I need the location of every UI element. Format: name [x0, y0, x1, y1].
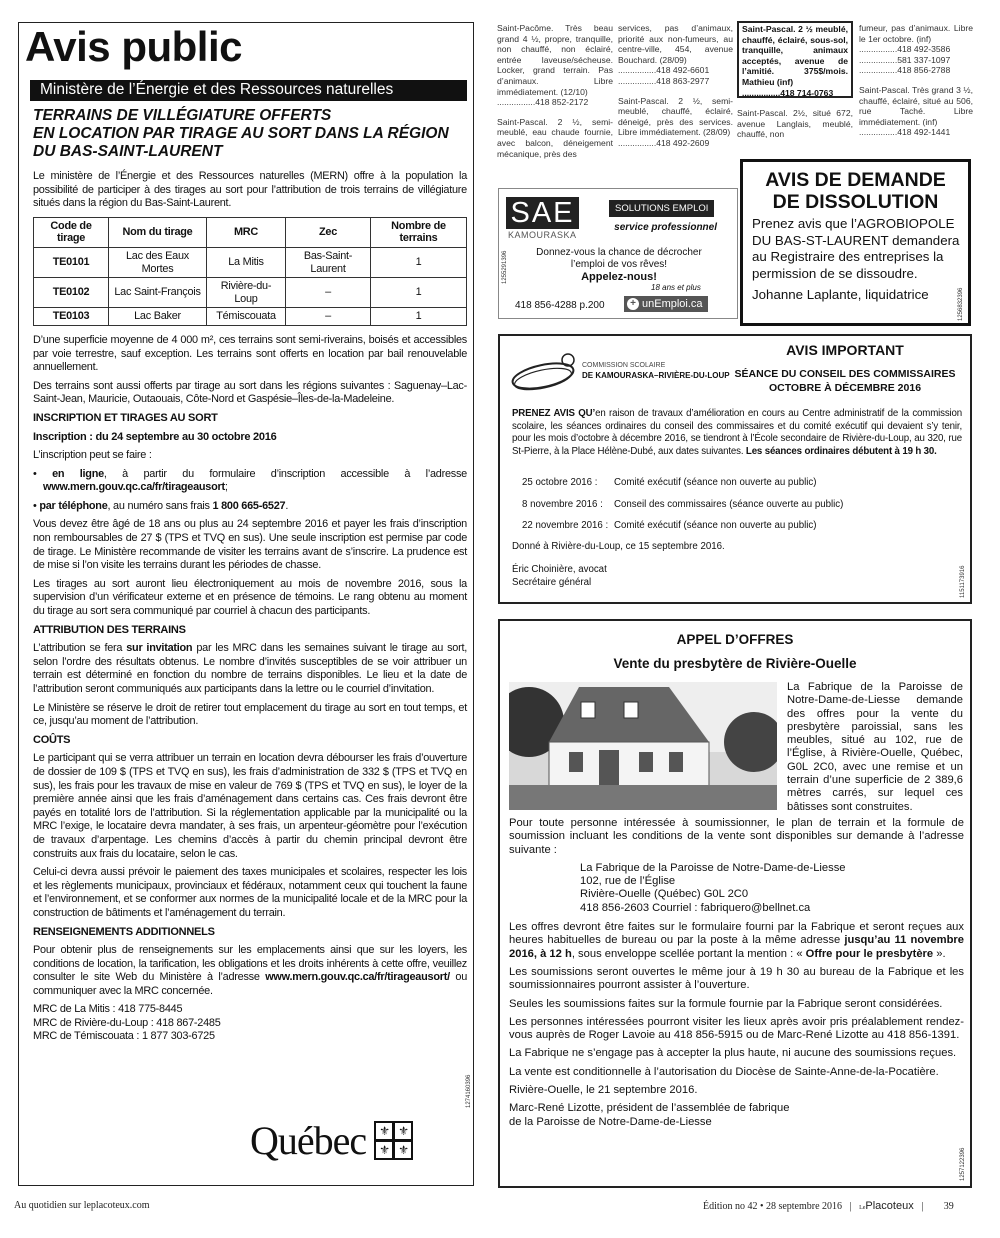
classified-text: Saint-Pascal. 2½, situé 672, avenue Langlais, meublé, chauffé, non — [737, 108, 853, 140]
classified-text: Saint-Pacôme. Très beau grand 4 ½, propre, tranquille, non chauffé, non éclairé, entrée laveuse/sécheuse. Locker, grand terrain. Pas d’animaux. Libre immédiatement. (12/10) — [497, 23, 613, 97]
paragraph — [33, 944, 467, 998]
sae-site: unEmploi.ca — [642, 298, 703, 310]
signatory: Éric Choinière, avocat — [512, 564, 607, 575]
sae-cta: Appelez-nous! — [581, 271, 657, 283]
signatory-title: Secrétaire général — [512, 576, 592, 588]
text-segment: , sous enveloppe scellée portant la mention : « — [571, 947, 806, 960]
table-cell: Lac des Eaux Mortes — [109, 247, 207, 277]
text-segment: ou communiquer avec la MRC concernée. — [33, 971, 467, 997]
table-cell: 1 — [371, 247, 467, 277]
paragraph: La vente est conditionnelle à l’autorisation du Diocèse de Sainte-Anne-de-la-Pocatière. — [509, 1065, 939, 1078]
section-heading: INSCRIPTION ET TIRAGES AU SORT — [33, 411, 218, 424]
sae-logo-sub: KAMOURASKA — [508, 230, 577, 240]
paragraph: Le participant qui se verra attribuer un terrain en location devra débourser les frais d’ouverture de dossier de 109 $ (TPS et TVQ en sus), les frais d’administration de 332 $ (TPS et TVQ en sus), les frais pour les travaux de mise en valeur de 769 $ (TPS et TVQ en sus), le loyer de la première année ainsi que les frais d’aménagement dans certains cas. Ces frais devront être payés en totalité lors de l’attribution. Si la réglementation applicable par la municipalité ou la MRC l’exige, le locataire devra mandater, à ses frais, un arpenteur-géomètre pour l’exécution de travaux d’arpentage. Les chemins d’accès à partir du chemin principal devront être construits aux frais du locataire, selon le cas. — [33, 752, 467, 860]
ad-code: 1256832396 — [958, 287, 964, 321]
meeting-description: Conseil des commissaires (séance ouverte au public) — [614, 498, 844, 510]
table-row — [34, 308, 467, 326]
sae-logo: SAE — [506, 197, 579, 229]
sae-tag: SOLUTIONS EMPLOI — [609, 200, 714, 217]
classified-phone: ................418 863-2977 — [618, 75, 710, 86]
address-line: 102, rue de l’Église — [580, 875, 676, 888]
bold-text: PRENEZ AVIS QU’ — [512, 408, 596, 419]
text-segment: L’attribution se fera — [33, 642, 127, 655]
headline-line: DU BAS-SAINT-LAURENT — [33, 143, 223, 160]
dissolution-signature: Johanne Laplante, liquidatrice — [752, 287, 929, 302]
dissolution-body: Prenez avis que l’AGROBIOPOLE DU BAS-ST-LAURENT demandera au Registraire des entreprises la permission de se dissoudre. — [752, 216, 960, 281]
classified-ad — [618, 23, 733, 87]
table-cell: 1 — [371, 308, 467, 326]
classified-ad — [497, 117, 613, 159]
paragraph: La Fabrique ne s’engage pas à accepter la plus haute, ni aucune des soumissions reçues. — [509, 1047, 957, 1060]
classified-text: Saint-Pascal. 2 ½, semi-meublé, chauffé, éclairé, déneigé, près des services. Libre immédiatement. (28/09) — [618, 95, 733, 138]
classified-phone: ................418 492-2609 — [618, 137, 710, 148]
paragraph: L’inscription peut se faire : — [33, 449, 152, 462]
table-cell: TE0102 — [34, 278, 109, 308]
sae-line: Donnez-vous la chance de décrocher — [536, 247, 702, 258]
table-row — [34, 278, 467, 308]
ad-code: 1257122396 — [960, 1147, 966, 1181]
classified-text: services, pas d’animaux, priorité aux non-fumeurs, au centre-ville, 454, avenue Bouchard. (28/09) — [618, 23, 733, 65]
table-cell: TE0103 — [34, 308, 109, 326]
table-cell: 1 — [371, 278, 467, 308]
table-cell: TE0101 — [34, 247, 109, 277]
classified-phone: ................418 852-2172 — [497, 97, 589, 108]
column-header: Nombre de terrains — [371, 217, 467, 247]
bullet-phone — [33, 500, 467, 514]
paragraph: Pour toute personne intéressée à soumissionner, le plan de terrain et la formule de soumission incluant les conditions de la vente sont disponibles sur demande à l’adresse suivante : — [509, 817, 964, 856]
sae-phone: 418 856-4288 p.200 — [515, 300, 605, 311]
given-date: Donné à Rivière-du-Loup, ce 15 septembre 2016. — [512, 541, 725, 552]
notice-headline — [33, 107, 463, 161]
paragraph: Celui-ci devra aussi prévoir le paiement des taxes municipales et scolaires, respecter les lois et les règlements municipaux, provinciaux et fédéraux, notamment ceux qui touchent la faune et l’environnement, et se conformer aux normes de la municipalité locale et de la MRC pour la construction de bâtiments et l’aménagement du terrain. — [33, 866, 467, 919]
headline-line: EN LOCATION PAR TIRAGE AU SORT DANS LA RÉGION — [33, 125, 449, 142]
text-segment: , au numéro sans frais — [107, 499, 213, 512]
table-cell: Bas-Saint-Laurent — [286, 247, 371, 277]
paragraph — [509, 921, 964, 961]
table-body — [34, 247, 467, 325]
column-header: Nom du tirage — [109, 217, 207, 247]
footer-website[interactable]: Au quotidien sur leplacoteux.com — [14, 1200, 150, 1211]
dissolution-notice — [740, 159, 971, 326]
classified-ad — [859, 23, 973, 76]
text-segment: en raison de travaux d’amélioration en cours au Centre administratif de la commission scolaire, les séances ordinaires du conseil des commissaires et du comité exécutif qui devaient s’y tenir, pour les mois d’octobre à décembre 2016, se tiendront à l’École secondaire de Rivière-du-Loup, au 320, rue St-Pierre, à la Place Hélène-Dubé, aux dates suivantes. — [512, 408, 962, 458]
presbytere-photo — [509, 682, 777, 810]
org-name: COMMISSION SCOLAIRE — [582, 362, 666, 369]
bold-text: 1 800 665-6527 — [212, 499, 286, 512]
appel-offres-notice — [498, 619, 972, 1188]
table-header-row — [34, 217, 467, 247]
bold-text: sur invitation — [126, 642, 193, 655]
edition-info: Édition no 42 • 28 septembre 2016 — [703, 1201, 843, 1212]
sae-service: service professionnel — [614, 222, 717, 233]
text-segment: . — [285, 499, 289, 512]
signatory: Marc-René Lizotte, président de l’assemblée de fabrique — [509, 1102, 790, 1115]
paragraph — [33, 642, 467, 696]
ad-code: 1255291396 — [502, 250, 508, 284]
ad-code: 1274160396 — [466, 1074, 472, 1108]
column-header: Zec — [286, 217, 371, 247]
text-segment: , à partir du formulaire d’inscription accessible à l’adresse — [103, 467, 467, 480]
text-segment: Pour obtenir plus de renseignements sur les emplacements ainsi que sur les loyers, les conditions de location, la tarification, les obligations et les droits inhérents à cette offre, veuillez consulter le site Web du Ministère à l’adresse — [33, 944, 467, 984]
inscription-dates: Inscription : du 24 septembre au 30 octobre 2016 — [33, 430, 277, 443]
commission-subtitle: SÉANCE DU CONSEIL DES COMMISSAIRES — [734, 368, 956, 380]
classifieds-col-2 — [618, 23, 733, 158]
bold-text: Offre pour le presbytère — [805, 947, 934, 960]
bold-text: Les séances ordinaires débutent à 19 h 30. — [745, 446, 937, 458]
meeting-description: Comité exécutif (séance non ouverte au public) — [614, 520, 817, 531]
quebec-logo — [250, 1117, 413, 1164]
classified-ad — [859, 85, 973, 138]
table-cell: La Mitis — [206, 247, 285, 277]
meeting-date: 25 octobre 2016 : — [522, 477, 598, 488]
commission-scolaire-logo-icon — [510, 350, 580, 392]
bold-text: jusqu’au 11 novembre 2016, à 12 h — [509, 934, 964, 960]
appel-title: APPEL D’OFFRES — [676, 632, 794, 647]
logo-wordmark: Québec — [250, 1118, 367, 1163]
text-segment: Les offres devront être faites sur le formulaire fourni par la Fabrique et seront reçues aux heures habituelles de bureau ou par la poste à la même adresse — [509, 921, 964, 947]
classified-phone: ................418 492-6601 — [618, 65, 710, 76]
classified-text: fumeur, pas d’animaux. Libre le 1er octobre. (inf) — [859, 23, 973, 44]
meeting-dates — [522, 472, 843, 537]
paragraph: Vous devez être âgé de 18 ans ou plus au 24 septembre 2016 et payer les frais d’inscription non remboursables de 27 $ (TPS et TVQ en sus). Une seule inscription est permise par code de tirage. Le Ministère recommande de visiter les terrains avant de s’inscrire. La prudence est de mise si l’on visite les terrains durant les périodes de chasse. — [33, 518, 467, 572]
brand-name: Placoteux — [865, 1200, 914, 1212]
classified-phone: ................418 492-1441 — [859, 127, 951, 138]
paragraph: D’une superficie moyenne de 4 000 m², ces terrains sont semi-riverains, boisés et accessibles par voie terrestre, sauf exception. Les terrains sont offerts en location par bail renouvelable annuellement. — [33, 333, 467, 374]
headline-line: TERRAINS DE VILLÉGIATURE OFFERTS — [33, 107, 332, 124]
text-segment: ». — [933, 947, 946, 960]
page-number: 39 — [943, 1201, 954, 1212]
table-cell: Témiscouata — [206, 308, 285, 326]
tirage-table — [33, 217, 467, 326]
paragraph: Les personnes intéressées pourront visiter les lieux après avoir pris préalablement rendez-vous auprès de Roger Lavoie au 418 856-5915 ou de Marc-René Lizotte au 418 856-1391. — [509, 1015, 964, 1042]
dissolution-title: AVIS DE DEMANDE — [765, 169, 946, 191]
dissolution-title: DE DISSOLUTION — [772, 191, 939, 213]
mrc-contact: MRC de Rivière-du-Loup : 418 867-2485 — [33, 1016, 221, 1029]
classifieds-col-4 — [859, 23, 973, 147]
table-cell: – — [286, 308, 371, 326]
column-header: MRC — [206, 217, 285, 247]
classified-phone: ................418 714-0763 — [742, 87, 834, 98]
paragraph: Les tirages au sort auront lieu électroniquement au mois de novembre 2016, sous la supervision d’un vérificateur externe et en présence de témoins. Le rang obtenu au moment du tirage au sort sera communiqué par courriel à chacun des participants. — [33, 577, 467, 618]
column-header: Code de tirage — [34, 217, 109, 247]
meeting-date-row — [522, 515, 843, 537]
unemploi-link[interactable] — [624, 296, 708, 312]
text-segment: ; — [224, 481, 228, 494]
brand-prefix: Le — [859, 1205, 866, 1211]
mrc-contacts — [33, 1003, 467, 1044]
table-cell: Rivière-du-Loup — [206, 278, 285, 308]
paragraph: Le Ministère se réserve le droit de retirer tout emplacement du tirage au sort en tout temps, et ce, jusqu’au moment de l’attribution. — [33, 701, 467, 728]
classified-text: Saint-Pascal. Très grand 3 ½, chauffé, éclairé, situé au 506, rue Taché. Libre immédiatement. (inf) — [859, 84, 973, 127]
ministry-band: Ministère de l’Énergie et des Ressources naturelles — [30, 80, 467, 101]
table-cell: Lac Saint-François — [109, 278, 207, 308]
meeting-date-row — [522, 472, 843, 494]
section-heading: COÛTS — [33, 733, 71, 746]
bold-text: en ligne — [52, 467, 104, 480]
sae-kamouraska-ad — [498, 188, 738, 319]
notice-body — [33, 170, 467, 1044]
public-notice-mern — [18, 22, 474, 1186]
bold-text: www.mern.gouv.qc.ca/fr/tirageausort — [43, 481, 225, 494]
section-heading: ATTRIBUTION DES TERRAINS — [33, 623, 186, 636]
table-row — [34, 247, 467, 277]
sae-age: 18 ans et plus — [651, 283, 701, 292]
classified-ad — [618, 96, 733, 149]
meeting-date: 8 novembre 2016 : — [522, 498, 603, 510]
footer-edition-block: Édition no 42 • 28 septembre 2016 | LePlacoteux | 39 — [703, 1200, 954, 1212]
appel-description: La Fabrique de la Paroisse de Notre-Dame-de-Liesse demande des offres pour la vente du presbytère paroissial, sans les meubles, situé au 102, rue de l’Église, à Rivière-Ouelle, Québec, G0L 2C0, avec une remise et un terrain d’une superficie de 2 389,6 mètres carrés, sur lequel ces bâtisses sont construites. — [787, 681, 963, 813]
notice-title: Avis public — [25, 23, 242, 70]
meeting-date: 22 novembre 2016 : — [522, 520, 609, 531]
classified-ad — [497, 23, 613, 108]
meeting-description: Comité exécutif (séance non ouverte au public) — [614, 477, 817, 488]
paragraph: Les soumissions seront ouvertes le même jour à 19 h 30 au bureau de la Fabrique et les soumissionnaires pourront assister à l’ouverture. — [509, 965, 964, 992]
classified-boxed — [737, 21, 853, 98]
meeting-date-row — [522, 494, 843, 516]
text-segment: • — [33, 467, 53, 480]
classified-text: Saint-Pascal. 2 ½ meublé, chauffé, éclairé, sous-sol, tranquille, animaux acceptés, avenue de l’amitié. 375$/mois. Mathieu (inf) — [742, 24, 848, 87]
commission-title: AVIS IMPORTANT — [786, 342, 904, 358]
paragraph: Des terrains sont aussi offerts par tirage au sort dans les régions suivantes : Saguenay–Lac-Saint-Jean, Mauricie, Outaouais, Côte-Nord et Gaspésie–Îles-de-la-Madeleine. — [33, 379, 467, 406]
text-segment: • — [33, 499, 40, 512]
classified-phone: ................581 337-1097 — [859, 54, 951, 65]
address-line: Rivière-Ouelle (Québec) G0L 2C0 — [580, 888, 749, 901]
table-cell: Lac Baker — [109, 308, 207, 326]
table-cell: – — [286, 278, 371, 308]
commission-body — [512, 408, 962, 459]
commission-subtitle: OCTOBRE À DÉCEMBRE 2016 — [768, 382, 922, 394]
text-segment: par les MRC dans les semaines suivant le tirage au sort, selon l’ordre des résultats obtenus. Le nombre d’invités susceptibles de se voir attribuer un terrain est déterminé en fonction du nombre de terrains disponibles. Le lieu et la date de l’attribution seront communiqués aux participants dans la lettre ou le courriel d’invitation. — [33, 642, 467, 695]
mrc-contact: MRC de Témiscouata : 1 877 303-6725 — [33, 1030, 215, 1043]
bullet-online — [33, 468, 467, 495]
appel-subtitle: Vente du presbytère de Rivière-Ouelle — [613, 656, 857, 671]
classified-phone: ................418 492-3586 — [859, 44, 951, 55]
fleur-de-lis-flag-icon: ⚜ ⚜ ⚜ ⚜ — [374, 1121, 413, 1160]
mrc-contact: MRC de La Mitis : 418 775-8445 — [33, 1003, 183, 1016]
classified-text: Saint-Pascal. 2 ½, semi-meublé, eau chaude fournie, avec balcon, déneigement mécanique, près des — [497, 116, 613, 159]
bold-text: par téléphone — [39, 499, 108, 512]
intro: Le ministère de l’Énergie et des Ressources naturelles (MERN) offre à la population la possibilité de participer à des tirages au sort pour l’attribution de trois terrains de villégiature situés dans la région du Bas-Saint-Laurent. — [33, 170, 467, 210]
section-heading: RENSEIGNEMENTS ADDITIONNELS — [33, 925, 215, 938]
classifieds-col-3 — [737, 108, 853, 140]
signatory: de la Paroisse de Notre-Dame-de-Liesse — [509, 1115, 712, 1128]
paragraph: Seules les soumissions faites sur la formule fournie par la Fabrique seront considérées. — [509, 997, 943, 1010]
ad-code: 1151173916 — [960, 565, 966, 598]
address-contact: 418 856-2603 Courriel : fabriquero@bellnet.ca — [580, 901, 811, 914]
classifieds-col-1 — [497, 23, 613, 168]
bold-text: www.mern.gouv.qc.ca/fr/tirageausort/ — [265, 971, 450, 984]
address-line: La Fabrique de la Paroisse de Notre-Dame-de-Liesse — [580, 861, 846, 874]
commission-scolaire-notice — [498, 334, 972, 604]
plus-icon: + — [627, 298, 639, 310]
sae-line: l’emploi de vos rêves! — [570, 258, 668, 270]
org-name: DE KAMOURASKA–RIVIÈRE-DU-LOUP — [582, 371, 730, 380]
classified-phone: ................418 856-2788 — [859, 65, 951, 76]
paragraph: Rivière-Ouelle, le 21 septembre 2016. — [509, 1084, 698, 1097]
